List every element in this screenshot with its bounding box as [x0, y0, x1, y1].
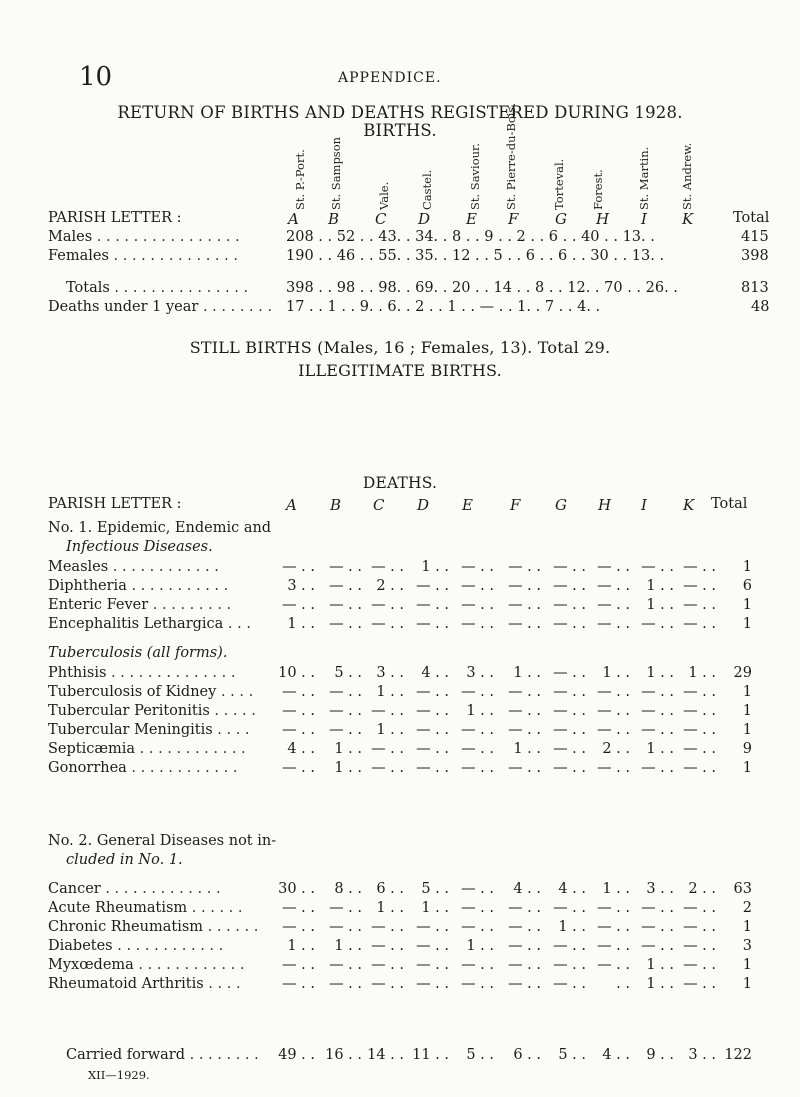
disease-name: Gonorrhea	[48, 760, 127, 776]
deaths-cell: — . .	[461, 597, 494, 613]
totals-values: 398 . . 98 . . 98. . 69. . 20 . . 14 . . 8 . . 12. . 70 . . 26. .	[286, 280, 678, 296]
males-row: Males . . . . . . . . . . . . . . . .	[48, 229, 240, 245]
deaths-cell: — . .	[508, 684, 541, 700]
deaths-row-total: 9	[742, 741, 752, 757]
deaths-cell: 1 . .	[513, 741, 541, 757]
deaths-cell: — . .	[683, 957, 716, 973]
deaths-row-label: Diphtheria . . . . . . . . . . .	[48, 578, 229, 594]
deaths-row-label: Gonorrhea . . . . . . . . . . . .	[48, 760, 238, 776]
births-table-title: RETURN OF BIRTHS AND DEATHS REGISTERED DURING 1928.	[117, 103, 683, 122]
deaths-row-label: Carried forward . . . . . . . .	[66, 1047, 259, 1063]
deaths-under-1-row: Deaths under 1 year . . . . . . . .	[48, 299, 273, 315]
deaths-cell: — . .	[641, 722, 674, 738]
deaths-row-total: 1	[742, 722, 752, 738]
births-subtitle: BIRTHS.	[363, 121, 437, 140]
deaths-cell: — . .	[371, 938, 404, 954]
deaths-cell: — . .	[329, 684, 362, 700]
deaths-cell: — . .	[597, 616, 630, 632]
deaths-cell: 1 . .	[334, 741, 362, 757]
deaths-cell: — . .	[371, 616, 404, 632]
section-1-heading: No. 1. Epidemic, Endemic and	[48, 520, 272, 536]
deaths-cell: — . .	[282, 900, 315, 916]
deaths-cell: — . .	[508, 722, 541, 738]
parish-header-label: Forest.	[591, 169, 605, 210]
deaths-total-header: Total	[711, 496, 748, 512]
disease-name: Myxœdema	[48, 957, 134, 973]
deaths-cell: 1 . .	[376, 900, 404, 916]
deaths-cell: — . .	[416, 616, 449, 632]
deaths-cell: — . .	[282, 684, 315, 700]
deaths-cell: 8 . .	[334, 881, 362, 897]
deaths-cell: 1 . .	[466, 938, 494, 954]
deaths-cell: — . .	[641, 684, 674, 700]
deaths-letter-i: I	[641, 496, 647, 514]
deaths-row-label: Diabetes . . . . . . . . . . . .	[48, 938, 224, 954]
births-total-header: Total	[733, 210, 770, 226]
deaths-cell: — . .	[508, 760, 541, 776]
disease-name: Cancer	[48, 881, 101, 897]
deaths-cell: — . .	[461, 760, 494, 776]
deaths-cell: — . .	[597, 578, 630, 594]
deaths-cell: — . .	[553, 665, 586, 681]
disease-name: Encephalitis Lethargica	[48, 616, 224, 632]
deaths-parish-letter-label: PARISH LETTER :	[48, 496, 182, 512]
deaths-cell: — . .	[416, 938, 449, 954]
deaths-cell: 3 . .	[287, 578, 315, 594]
deaths-cell: 14 . .	[367, 1047, 404, 1063]
deaths-cell: — . .	[371, 559, 404, 575]
totals-total: 813	[741, 280, 769, 296]
deaths-cell: — . .	[553, 957, 586, 973]
deaths-cell: — . .	[416, 976, 449, 992]
deaths-cell: — . .	[683, 919, 716, 935]
deaths-cell: — . .	[329, 578, 362, 594]
deaths-cell: — . .	[553, 741, 586, 757]
deaths-cell: 1 . .	[376, 722, 404, 738]
tuberculosis-heading: Tuberculosis (all forms).	[48, 645, 228, 661]
deaths-cell: — . .	[597, 957, 630, 973]
deaths-cell: — . .	[683, 938, 716, 954]
disease-name: Phthisis	[48, 665, 107, 681]
deaths-cell: 5 . .	[421, 881, 449, 897]
deaths-row-label: Phthisis . . . . . . . . . . . . . .	[48, 665, 236, 681]
deaths-cell: — . .	[508, 938, 541, 954]
deaths-letter-h: H	[598, 496, 612, 514]
still-births-line: STILL BIRTHS (Males, 16 ; Females, 13). Total 29.	[189, 338, 611, 357]
deaths-cell: — . .	[683, 976, 716, 992]
births-letter-k: K	[682, 210, 694, 228]
deaths-cell: — . .	[683, 741, 716, 757]
deaths-row-label: Chronic Rheumatism . . . . . .	[48, 919, 259, 935]
deaths-cell: 9 . .	[646, 1047, 674, 1063]
deaths-cell: — . .	[282, 957, 315, 973]
deaths-cell: — . .	[461, 900, 494, 916]
deaths-cell: 4 . .	[287, 741, 315, 757]
births-letter-f: F	[508, 210, 519, 228]
females-values: 190 . . 46 . . 55. . 35. . 12 . . 5 . . 6 . . 6 . . 30 . . 13. .	[286, 248, 665, 264]
deaths-letter-k: K	[683, 496, 695, 514]
deaths-cell: 16 . .	[325, 1047, 362, 1063]
deaths-cell: — . .	[508, 703, 541, 719]
deaths-cell: 1 . .	[334, 760, 362, 776]
deaths-cell: — . .	[371, 703, 404, 719]
deaths-cell: — . .	[683, 559, 716, 575]
disease-name: Enteric Fever	[48, 597, 149, 613]
deaths-cell: 1 . .	[646, 957, 674, 973]
disease-name: Carried forward	[66, 1047, 186, 1063]
deaths-cell: — . .	[329, 976, 362, 992]
deaths-cell: — . .	[371, 919, 404, 935]
deaths-cell: — . .	[461, 881, 494, 897]
deaths-cell: — . .	[329, 957, 362, 973]
parish-header	[376, 138, 392, 210]
deaths-row-total: 1	[742, 684, 752, 700]
deaths-cell: — . .	[416, 919, 449, 935]
deaths-row-total: 1	[742, 703, 752, 719]
printer-imprint: XII—1929.	[88, 1068, 150, 1082]
deaths-cell: — . .	[329, 722, 362, 738]
deaths-row-label: Septicæmia . . . . . . . . . . . .	[48, 741, 246, 757]
section-1-subheading: Infectious Diseases.	[66, 539, 213, 555]
births-letter-c: C	[375, 210, 387, 228]
deaths-cell: — . .	[553, 722, 586, 738]
parish-header-label: Castel.	[420, 169, 434, 210]
parish-header-label: Vale.	[377, 181, 391, 210]
deaths-cell: — . .	[282, 722, 315, 738]
deaths-cell: 5 . .	[558, 1047, 586, 1063]
deaths-cell: — . .	[416, 684, 449, 700]
deaths-cell: — . .	[597, 938, 630, 954]
parish-header	[590, 138, 606, 210]
deaths-cell: 11 . .	[412, 1047, 449, 1063]
deaths-row-label: Cancer . . . . . . . . . . . . .	[48, 881, 221, 897]
deaths-heading: DEATHS.	[362, 474, 438, 492]
disease-name: Chronic Rheumatism	[48, 919, 204, 935]
deaths-row-total: 1	[742, 919, 752, 935]
deaths-cell: — . .	[461, 957, 494, 973]
deaths-cell: — . .	[553, 597, 586, 613]
deaths-cell: — . .	[597, 684, 630, 700]
deaths-cell: — . .	[641, 703, 674, 719]
deaths-cell: — . .	[641, 938, 674, 954]
deaths-cell: — . .	[641, 900, 674, 916]
deaths-cell: — . .	[416, 760, 449, 776]
deaths-cell: — . .	[597, 760, 630, 776]
deaths-cell: — . .	[683, 722, 716, 738]
births-letter-d: D	[418, 210, 431, 228]
deaths-cell: — . .	[371, 741, 404, 757]
deaths-cell: 5 . .	[466, 1047, 494, 1063]
deaths-cell: 2 . .	[602, 741, 630, 757]
deaths-cell: — . .	[329, 559, 362, 575]
parish-header-label: St. Saviour.	[468, 143, 482, 210]
deaths-cell: — . .	[508, 597, 541, 613]
parish-header	[551, 138, 567, 210]
deaths-row-total: 1	[742, 760, 752, 776]
deaths-cell: — . .	[371, 957, 404, 973]
running-head: APPENDICE.	[338, 70, 442, 86]
parish-header	[503, 103, 519, 210]
deaths-cell: 1 . .	[602, 881, 630, 897]
deaths-cell: 6 . .	[376, 881, 404, 897]
deaths-letter-c: C	[373, 496, 385, 514]
deaths-cell: — . .	[641, 616, 674, 632]
parish-header-label: St. Martin.	[637, 146, 651, 210]
deaths-cell: 1 . .	[646, 578, 674, 594]
deaths-cell: — . .	[508, 919, 541, 935]
deaths-cell: 1 . .	[513, 665, 541, 681]
deaths-cell: 5 . .	[334, 665, 362, 681]
deaths-cell: — . .	[508, 976, 541, 992]
deaths-letter-b: B	[330, 496, 342, 514]
females-row: Females . . . . . . . . . . . . . .	[48, 248, 238, 264]
deaths-row-label: Tubercular Peritonitis . . . . .	[48, 703, 256, 719]
deaths-cell: — . .	[553, 938, 586, 954]
deaths-cell: — . .	[329, 703, 362, 719]
deaths-cell: — . .	[641, 760, 674, 776]
parish-header-label: St. Andrew.	[680, 142, 694, 210]
parish-header	[636, 138, 652, 210]
births-letter-g: G	[555, 210, 567, 228]
deaths-cell: 1 . .	[421, 900, 449, 916]
disease-name: Diabetes	[48, 938, 113, 954]
deaths-cell: — . .	[553, 616, 586, 632]
deaths-cell: 2 . .	[688, 881, 716, 897]
parish-header	[679, 138, 695, 210]
deaths-cell: — . .	[508, 559, 541, 575]
deaths-cell: — . .	[282, 597, 315, 613]
deaths-letter-a: A	[286, 496, 297, 514]
totals-row: Totals . . . . . . . . . . . . . . .	[66, 280, 249, 296]
females-label: Females	[48, 248, 109, 264]
deaths-cell: — . .	[683, 900, 716, 916]
deaths-cell: 1 . .	[421, 559, 449, 575]
deaths-cell: 4 . .	[421, 665, 449, 681]
deaths-cell: — . .	[553, 760, 586, 776]
deaths-cell: — . .	[461, 578, 494, 594]
deaths-cell: 1 . .	[602, 665, 630, 681]
deaths-cell: — . .	[282, 559, 315, 575]
deaths-cell: — . .	[371, 760, 404, 776]
deaths-cell: — . .	[508, 578, 541, 594]
deaths-cell: — . .	[683, 760, 716, 776]
deaths-cell: — . .	[461, 919, 494, 935]
deaths-cell: 3 . .	[646, 881, 674, 897]
parish-header-label: St. Sampson	[329, 136, 343, 210]
deaths-cell: — . .	[597, 722, 630, 738]
deaths-cell: — . .	[416, 957, 449, 973]
births-letter-h: H	[596, 210, 610, 228]
parish-header-label: St. P.-Port.	[293, 149, 307, 210]
deaths-row-total: 1	[742, 616, 752, 632]
deaths-cell: — . .	[553, 900, 586, 916]
disease-name: Septicæmia	[48, 741, 136, 757]
deaths-cell: . .	[616, 976, 630, 992]
births-letter-a: A	[288, 210, 299, 228]
deaths-row-total: 1	[742, 559, 752, 575]
disease-name: Measles	[48, 559, 109, 575]
deaths-cell: — . .	[371, 597, 404, 613]
deaths-cell: — . .	[329, 919, 362, 935]
births-letter-i: I	[641, 210, 647, 228]
deaths-row-label: Enteric Fever . . . . . . . . .	[48, 597, 232, 613]
page-number: 10	[79, 62, 113, 92]
deaths-row-total: 2	[742, 900, 752, 916]
deaths-cell: — . .	[508, 900, 541, 916]
deaths-cell: — . .	[597, 900, 630, 916]
deaths-cell: — . .	[416, 722, 449, 738]
deaths-row-total: 1	[742, 597, 752, 613]
deaths-letter-g: G	[555, 496, 567, 514]
parish-header	[467, 138, 483, 210]
deaths-cell: — . .	[683, 703, 716, 719]
deaths-cell: 1 . .	[646, 665, 674, 681]
deaths-cell: — . .	[282, 919, 315, 935]
deaths-cell: — . .	[416, 703, 449, 719]
deaths-cell: — . .	[553, 578, 586, 594]
deaths-cell: 30 . .	[278, 881, 315, 897]
deaths-under-1-total: 48	[751, 299, 770, 315]
deaths-cell: — . .	[416, 741, 449, 757]
deaths-cell: 4 . .	[558, 881, 586, 897]
deaths-cell: — . .	[461, 559, 494, 575]
deaths-cell: — . .	[683, 597, 716, 613]
deaths-row-total: 1	[742, 976, 752, 992]
deaths-letter-f: F	[510, 496, 521, 514]
deaths-row-total: 63	[733, 881, 752, 897]
deaths-cell: — . .	[553, 559, 586, 575]
disease-name: Tubercular Peritonitis	[48, 703, 210, 719]
deaths-row-label: Acute Rheumatism . . . . . .	[48, 900, 243, 916]
section-2-subheading: cluded in No. 1.	[66, 852, 183, 868]
deaths-cell: 3 . .	[688, 1047, 716, 1063]
deaths-cell: — . .	[641, 919, 674, 935]
deaths-cell: 1 . .	[287, 616, 315, 632]
deaths-row-total: 6	[742, 578, 752, 594]
deaths-cell: — . .	[329, 597, 362, 613]
deaths-cell: 6 . .	[513, 1047, 541, 1063]
deaths-cell: — . .	[597, 597, 630, 613]
deaths-letter-d: D	[417, 496, 430, 514]
deaths-cell: 1 . .	[558, 919, 586, 935]
deaths-cell: — . .	[416, 578, 449, 594]
totals-label: Totals	[66, 280, 110, 296]
deaths-cell: 4 . .	[602, 1047, 630, 1063]
deaths-cell: — . .	[508, 616, 541, 632]
deaths-cell: 2 . .	[376, 578, 404, 594]
deaths-row-label: Tuberculosis of Kidney . . . .	[48, 684, 254, 700]
deaths-cell: — . .	[461, 616, 494, 632]
deaths-cell: 1 . .	[646, 741, 674, 757]
deaths-row-label: Myxœdema . . . . . . . . . . . .	[48, 957, 245, 973]
deaths-cell: 4 . .	[513, 881, 541, 897]
deaths-cell: — . .	[461, 976, 494, 992]
deaths-cell: — . .	[553, 703, 586, 719]
deaths-cell: — . .	[597, 559, 630, 575]
deaths-row-label: Measles . . . . . . . . . . . .	[48, 559, 219, 575]
deaths-cell: — . .	[553, 684, 586, 700]
parish-letter-label: PARISH LETTER :	[48, 210, 182, 226]
deaths-cell: 1 . .	[466, 703, 494, 719]
disease-name: Diphtheria	[48, 578, 127, 594]
deaths-cell: 49 . .	[278, 1047, 315, 1063]
deaths-row-label: Rheumatoid Arthritis . . . .	[48, 976, 241, 992]
illegitimate-births-heading: ILLEGITIMATE BIRTHS.	[298, 361, 502, 380]
deaths-cell: 1 . .	[688, 665, 716, 681]
section-2-heading: No. 2. General Diseases not in-	[48, 833, 277, 849]
deaths-cell: 1 . .	[334, 938, 362, 954]
deaths-row-total: 1	[742, 957, 752, 973]
deaths-cell: — . .	[461, 741, 494, 757]
deaths-cell: 3 . .	[376, 665, 404, 681]
deaths-cell: — . .	[282, 976, 315, 992]
males-values: 208 . . 52 . . 43. . 34. . 8 . . 9 . . 2 . . 6 . . 40 . . 13. .	[286, 229, 655, 245]
deaths-row-label: Tubercular Meningitis . . . .	[48, 722, 250, 738]
deaths-cell: — . .	[329, 616, 362, 632]
deaths-cell: — . .	[329, 900, 362, 916]
deaths-cell: 1 . .	[287, 938, 315, 954]
births-letter-b: B	[328, 210, 340, 228]
disease-name: Acute Rheumatism	[48, 900, 188, 916]
deaths-cell: — . .	[461, 684, 494, 700]
deaths-cell: 1 . .	[646, 976, 674, 992]
females-total: 398	[741, 248, 769, 264]
deaths-row-total: 122	[724, 1047, 752, 1063]
deaths-cell: 3 . .	[466, 665, 494, 681]
deaths-row-label: Encephalitis Lethargica . . .	[48, 616, 251, 632]
deaths-under-1-values: 17 . . 1 . . 9. . 6. . 2 . . 1 . . — . . 1. . 7 . . 4. .	[286, 299, 601, 315]
parish-header-label: Torteval.	[552, 158, 566, 210]
deaths-cell: — . .	[461, 722, 494, 738]
deaths-row-total: 29	[733, 665, 752, 681]
deaths-cell: — . .	[282, 760, 315, 776]
deaths-letter-e: E	[462, 496, 473, 514]
parish-header	[328, 138, 344, 210]
deaths-cell: — . .	[282, 703, 315, 719]
disease-name: Rheumatoid Arthritis	[48, 976, 204, 992]
parish-header-label: St. Pierre-du-Bois.	[504, 103, 518, 210]
deaths-cell: — . .	[641, 559, 674, 575]
deaths-cell: — . .	[683, 684, 716, 700]
deaths-cell: — . .	[553, 976, 586, 992]
births-letter-e: E	[466, 210, 477, 228]
disease-name: Tubercular Meningitis	[48, 722, 213, 738]
deaths-cell: 1 . .	[646, 597, 674, 613]
deaths-cell: 1 . .	[376, 684, 404, 700]
deaths-cell: 10 . .	[278, 665, 315, 681]
parish-header	[292, 138, 308, 210]
deaths-cell: — . .	[597, 919, 630, 935]
deaths-cell: — . .	[683, 578, 716, 594]
disease-name: Tuberculosis of Kidney	[48, 684, 217, 700]
deaths-cell: — . .	[416, 597, 449, 613]
deaths-cell: — . .	[597, 703, 630, 719]
males-label: Males	[48, 229, 93, 245]
deaths-cell: — . .	[371, 976, 404, 992]
parish-header	[419, 138, 435, 210]
deaths-cell: — . .	[508, 957, 541, 973]
males-total: 415	[741, 229, 769, 245]
deaths-under-1-label: Deaths under 1 year	[48, 299, 199, 315]
deaths-cell: — . .	[683, 616, 716, 632]
deaths-row-total: 3	[742, 938, 752, 954]
